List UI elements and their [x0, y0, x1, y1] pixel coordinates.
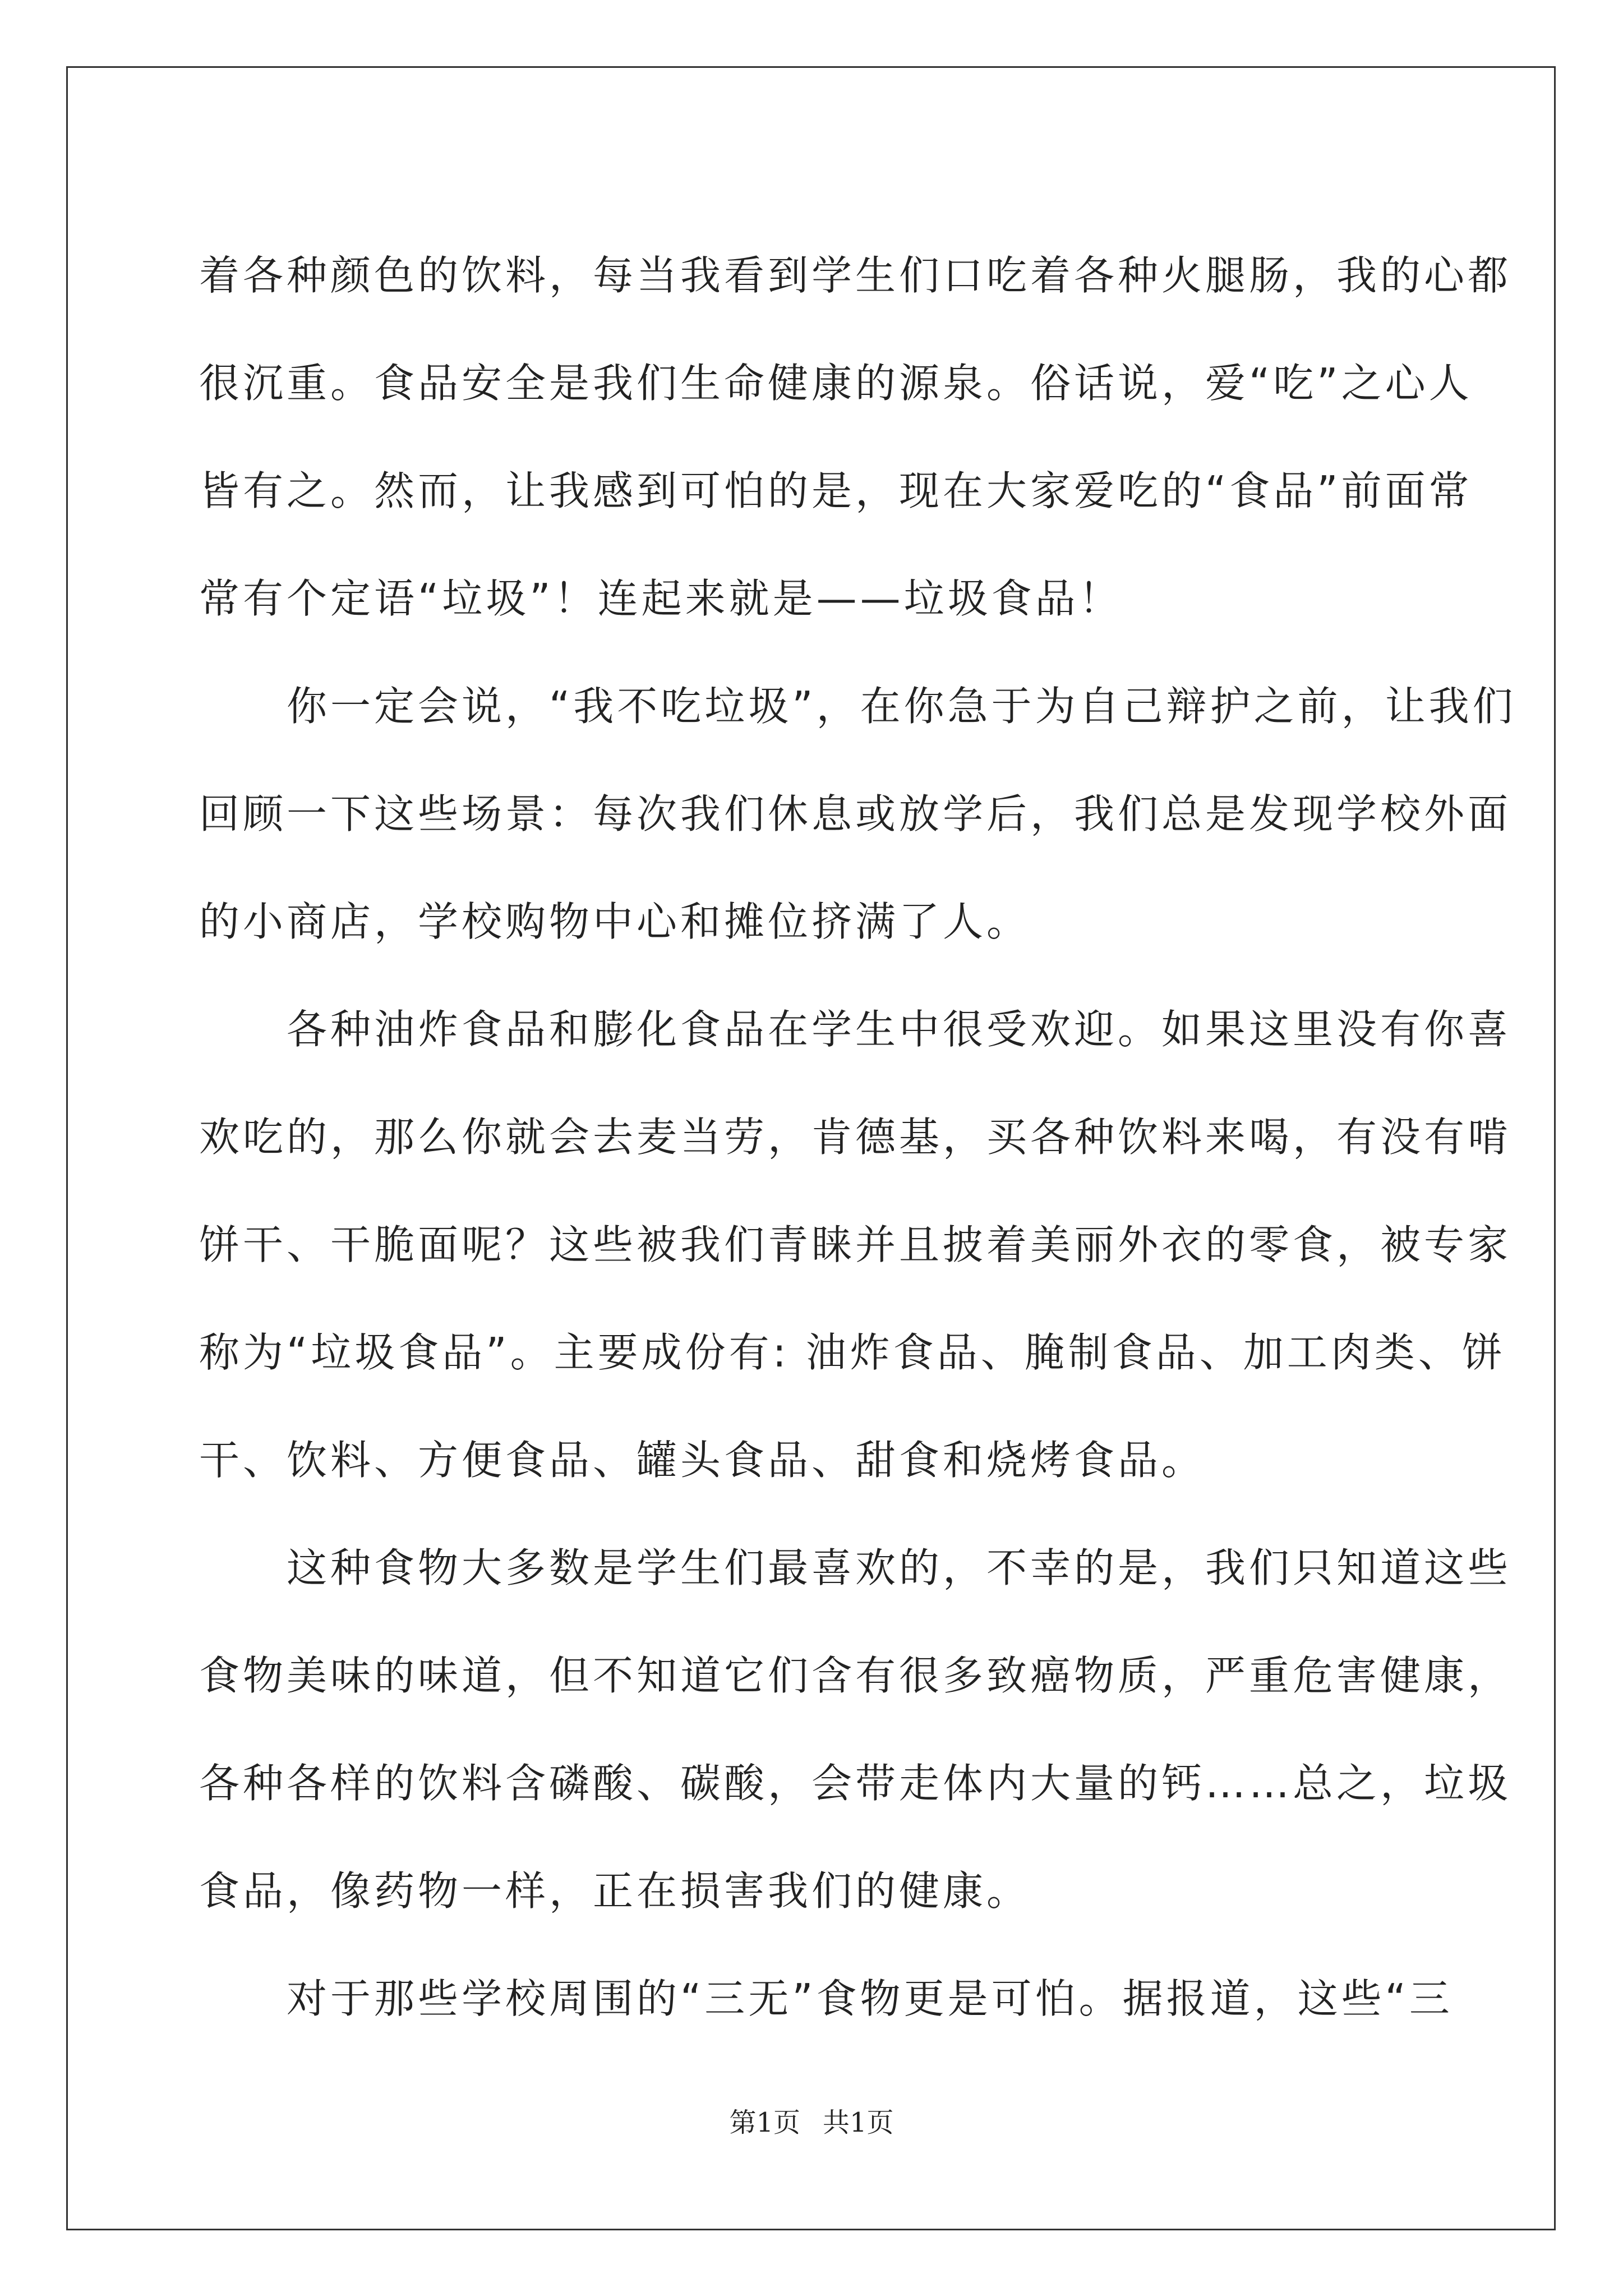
- page-number: 第1页: [729, 2107, 800, 2138]
- text-line: 这种食物大多数是学生们最喜欢的，不幸的是，我们只知道这些: [287, 1544, 1512, 1591]
- paragraph-5: [199, 1945, 1453, 2053]
- text-line: 各种油炸食品和膨化食品在学生中很受欢迎。如果这里没有你喜: [287, 1006, 1512, 1053]
- text-line: 干、饮料、方便食品、罐头食品、甜食和烧烤食品。: [199, 1437, 1206, 1484]
- document-body: [199, 222, 1516, 2053]
- page-total: 共1页: [823, 2107, 894, 2138]
- text-line: 你一定会说，“我不吃垃圾”，在你急于为自己辩护之前，让我们: [287, 683, 1516, 730]
- paragraph-1: [199, 222, 1512, 652]
- text-line: 食品，像药物一样，正在损害我们的健康。: [199, 1867, 1031, 1915]
- paragraph-3: [199, 976, 1512, 1514]
- text-line: 常有个定语“垃圾”！连起来就是——垃圾食品！: [199, 575, 1123, 622]
- page-footer: [0, 2101, 1623, 2139]
- text-line: 着各种颜色的饮料，每当我看到学生们口吃着各种火腿肠，我的心都: [199, 252, 1512, 299]
- text-line: 各种各样的饮料含磷酸、碳酸，会带走体内大量的钙……总之，垃圾: [199, 1760, 1512, 1807]
- paragraph-2: [199, 652, 1516, 976]
- text-line: 皆有之。然而，让我感到可怕的是，现在大家爱吃的“食品”前面常: [199, 467, 1473, 514]
- text-line: 很沉重。食品安全是我们生命健康的源泉。俗话说，爱“吃”之心人: [199, 360, 1473, 407]
- text-line: 饼干、干脆面呢？这些被我们青睐并且披着美丽外衣的零食，被专家: [199, 1221, 1512, 1268]
- text-line: 对于那些学校周围的“三无”食物更是可怕。据报道，这些“三: [287, 1975, 1453, 2022]
- text-line: 称为“垃圾食品”。主要成份有: 油炸食品、腌制食品、加工肉类、饼: [199, 1329, 1506, 1376]
- paragraph-4: [199, 1514, 1512, 1945]
- text-line: 食物美味的味道，但不知道它们含有很多致癌物质，严重危害健康，: [199, 1652, 1512, 1699]
- text-line: 的小商店，学校购物中心和摊位挤满了人。: [199, 898, 1031, 945]
- text-line: 回顾一下这些场景：每次我们休息或放学后，我们总是发现学校外面: [199, 790, 1512, 838]
- text-line: 欢吃的，那么你就会去麦当劳，肯德基，买各种饮料来喝，有没有啃: [199, 1114, 1512, 1161]
